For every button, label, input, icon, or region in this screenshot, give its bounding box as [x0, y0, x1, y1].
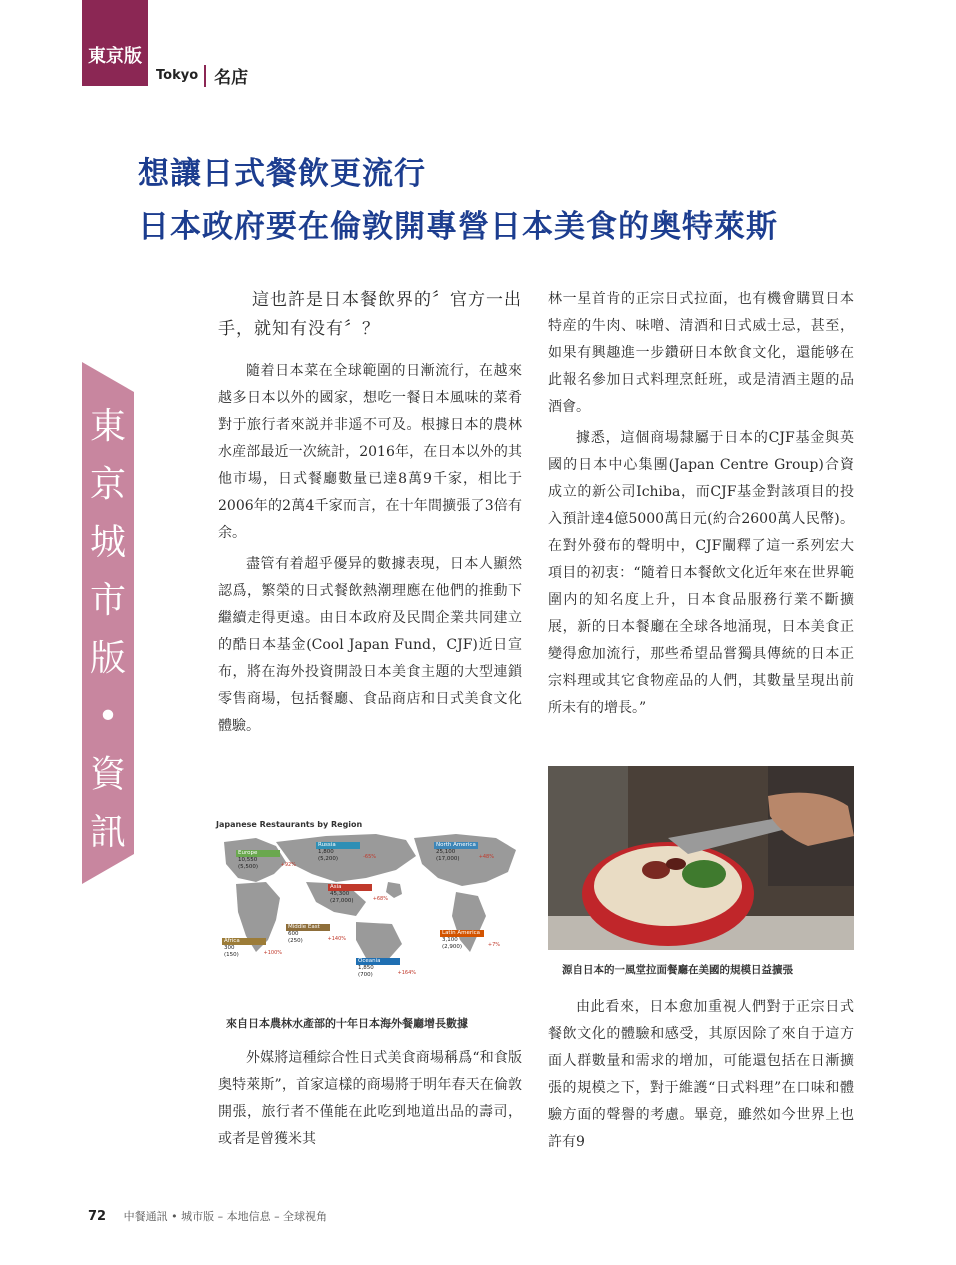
region-growth: +164% — [397, 970, 416, 976]
region-prev: (27,000) — [330, 898, 354, 904]
section-header — [156, 63, 248, 88]
region-count: 300 — [224, 945, 235, 951]
headline-line-1: 想讓日式餐飲更流行 — [138, 156, 426, 192]
region-name: Middle East — [286, 924, 330, 931]
map-region-latin-america — [440, 930, 500, 951]
side-label-char: 市 — [89, 580, 126, 621]
map-title: Japanese Restaurants by Region — [216, 820, 363, 829]
side-label-char: 城 — [89, 522, 126, 563]
map-region-middle-east — [286, 924, 346, 945]
article-paragraph: 外媒將這種綜合性日式美食商場稱爲“和食版奥特萊斯”，首家這樣的商場將于明年春天在倫敦開張，旅行者不僅能在此吃到地道出品的壽司，或者是曾獲米其 — [218, 1050, 522, 1147]
map-region-europe — [236, 850, 296, 871]
map-region-north-america — [434, 842, 494, 863]
headline — [138, 148, 918, 254]
side-label — [82, 398, 134, 862]
region-growth: +48% — [478, 854, 494, 860]
section-zh: 名店 — [214, 68, 249, 88]
article-paragraph: 據悉，這個商場隸屬于日本的CJF基金與英國的日本中心集團(Japan Centre Group)合資成立的新公司Ichiba，而CJF基金對該項目的投入預計達4億5000萬日元(約合2600萬人民幣)。在對外發布的聲明中，CJF闡釋了這一系列宏大項目的初衷：“隨着日本餐飲文化近年來在世界範圍内的知名度上升，日本食品服務行業不斷擴展，新的日本餐廳在全球各地涌現，日本美食正變得愈加流行，那些希望品嘗獨具傳統的日本正宗料理或其它食物産品的人們，其數量呈現出前所未有的增長。” — [548, 430, 854, 716]
region-name: Oceania — [356, 958, 400, 965]
article-paragraph: 隨着日本菜在全球範圍的日漸流行，在越來越多日本以外的國家，想吃一餐日本風味的菜肴對于旅行者來説并非遥不可及。根據日本的農林水産部最近一次統計，2016年，在日本以外的其他市場，日式餐廳數量已達8萬9千家，相比于2006年的2萬4千家而言，在十年間擴張了3倍有余。 — [218, 363, 522, 541]
map-caption: 來自日本農林水產部的十年日本海外餐廳增長數據 — [226, 1017, 468, 1030]
region-growth: +100% — [263, 950, 282, 956]
side-label-char: 東 — [89, 406, 126, 447]
side-label-char: 版 — [89, 638, 126, 679]
region-growth: +140% — [327, 936, 346, 942]
map-region-oceania — [356, 958, 416, 979]
region-prev: (250) — [288, 938, 303, 944]
article-column-right-bottom — [548, 994, 854, 1156]
region-name: Africa — [222, 938, 266, 945]
region-count: 1,800 — [318, 849, 334, 855]
region-prev: (2,900) — [442, 944, 463, 950]
side-label-char: • — [97, 696, 119, 737]
region-count: 45,300 — [330, 891, 350, 897]
region-name: Europe — [236, 850, 280, 857]
region-name: Latin America — [440, 930, 484, 937]
region-count: 600 — [288, 931, 299, 937]
article-lead: 這也許是日本餐飲界的〞官方一出手，就知有没有〞？ — [218, 290, 522, 339]
region-prev: (5,200) — [318, 856, 339, 862]
edition-tab-label: 東京版 — [88, 46, 142, 67]
region-name: Asia — [328, 884, 372, 891]
region-name: North America — [434, 842, 478, 849]
map-region-africa — [222, 938, 282, 959]
edition-tab — [82, 0, 148, 86]
region-count: 10,550 — [238, 857, 258, 863]
region-growth: +92% — [280, 862, 296, 868]
section-divider — [204, 65, 206, 87]
ramen-bowl-illustration — [548, 766, 854, 950]
region-name: Russia — [316, 842, 360, 849]
side-label-char: 京 — [89, 464, 126, 505]
region-growth: -65% — [363, 854, 376, 860]
article-column-right — [548, 286, 854, 722]
region-count: 25,100 — [436, 849, 456, 855]
page-number: 72 — [88, 1209, 107, 1224]
region-prev: (700) — [358, 972, 373, 978]
region-growth: +68% — [372, 896, 388, 902]
photo-caption: 源自日本的一風堂拉面餐廳在美國的規模日益擴張 — [562, 964, 793, 976]
region-prev: (150) — [224, 952, 239, 958]
headline-line-2: 日本政府要在倫敦開專營日本美食的奥特萊斯 — [138, 209, 778, 245]
side-label-char: 訊 — [89, 812, 126, 853]
article-column-left — [218, 286, 522, 740]
publication-name: 中餐通訊 • 城市版 – 本地信息 – 全球視角 — [123, 1210, 328, 1223]
page-footer — [88, 1208, 327, 1224]
ramen-photo — [548, 766, 854, 950]
section-en: Tokyo — [156, 68, 199, 83]
map-region-asia — [328, 884, 388, 905]
map-region-russia — [316, 842, 376, 863]
article-paragraph: 由此看來，日本愈加重視人們對于正宗日式餐飲文化的體驗和感受，其原因除了來自于這方面人群數量和需求的增加，可能還包括在日漸擴張的規模之下，對于維護“日式料理”在口味和體驗方面的聲譽的考慮。畢竟，雖然如今世界上也許有9 — [548, 999, 854, 1150]
restaurant-map-figure — [216, 812, 522, 1002]
region-count: 3,100 — [442, 937, 458, 943]
side-label-char: 資 — [89, 754, 126, 795]
article-paragraph: 盡管有着超乎優异的數據表現，日本人顯然認爲，繁榮的日式餐飲熱潮理應在他們的推動下繼續走得更遠。由日本政府及民間企業共同建立的酷日本基金(Cool Japan Fund，CJF)近日宣布，將在海外投資開設日本美食主題的大型連鎖零售商場，包括餐廳、食品商店和日式美食文化體驗。 — [218, 556, 522, 734]
region-prev: (5,500) — [238, 864, 259, 870]
region-count: 1,850 — [358, 965, 374, 971]
article-column-left-bottom — [218, 1045, 522, 1153]
region-prev: (17,000) — [436, 856, 460, 862]
region-growth: +7% — [487, 942, 500, 948]
article-paragraph-continued: 林一星首肯的正宗日式拉面，也有機會購買日本特産的牛肉、味噌、清酒和日式威士忌，甚至，如果有興趣進一步鑽研日本飲食文化，還能够在此報名參加日式料理烹飪班，或是清酒主題的品酒會。 — [548, 291, 854, 415]
